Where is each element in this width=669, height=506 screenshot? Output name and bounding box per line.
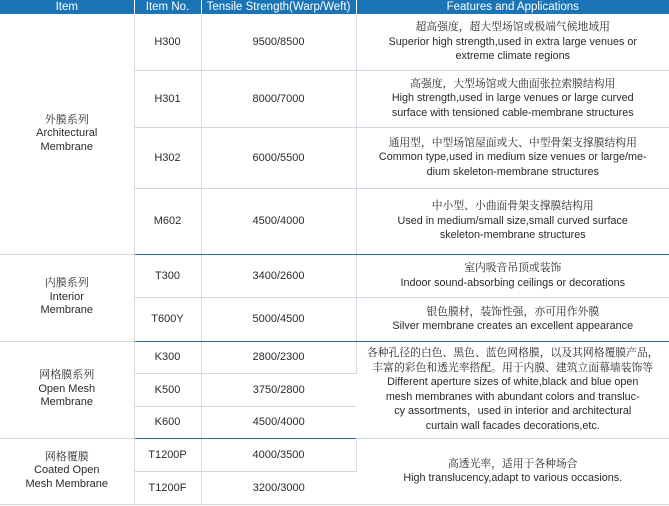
tensile-value: 9500/8500 <box>201 14 356 70</box>
features-cell: 高强度，大型场馆或大曲面张拉索膜结构用 High strength,used in large venues or large curved surface with tensioned cable-membrane structures <box>356 70 669 127</box>
header-item-no: Item No. <box>134 0 201 14</box>
item-no: M602 <box>134 188 201 254</box>
tensile-value: 4500/4000 <box>201 188 356 254</box>
item-no: K600 <box>134 406 201 438</box>
tensile-value: 5000/4500 <box>201 297 356 341</box>
table-row <box>0 254 669 297</box>
table-row <box>0 438 669 471</box>
category-coated-open-mesh: 网格覆膜 Coated Open Mesh Membrane <box>0 438 134 504</box>
header-features: Features and Applications <box>356 0 669 14</box>
features-cell: 各种孔径的白色、黑色、蓝色网格膜，以及其网格覆膜产品， 丰富的彩色和透光率搭配。用于内膜、建筑立面幕墙装饰等 Different aperture sizes of white,black and blue open mesh membranes with abundant colors and transluc- cy assortments，used in interior and architectural curtain wall facades decorations,etc. <box>356 341 669 438</box>
tensile-value: 4500/4000 <box>201 406 356 438</box>
tensile-value: 3400/2600 <box>201 254 356 297</box>
item-no: H301 <box>134 70 201 127</box>
features-cell: 高透光率，适用于各种场合 High translucency,adapt to various occasions. <box>356 438 669 504</box>
features-cell: 银色膜材，装饰性强，亦可用作外膜 Silver membrane creates an excellent appearance <box>356 297 669 341</box>
category-architectural: 外膜系列 Architectural Membrane <box>0 14 134 254</box>
category-interior: 内膜系列 Interior Membrane <box>0 254 134 341</box>
header-row <box>0 0 669 14</box>
tensile-value: 3750/2800 <box>201 373 356 406</box>
table-row <box>0 341 669 373</box>
tensile-value: 8000/7000 <box>201 70 356 127</box>
features-cell: 中小型、小曲面骨架支撑膜结构用 Used in medium/small size,small curved surface skeleton-membrane structures <box>356 188 669 254</box>
item-no: T300 <box>134 254 201 297</box>
category-open-mesh: 网格膜系列 Open Mesh Membrane <box>0 341 134 438</box>
item-no: T600Y <box>134 297 201 341</box>
item-no: H302 <box>134 127 201 188</box>
tensile-value: 3200/3000 <box>201 471 356 504</box>
item-no: T1200F <box>134 471 201 504</box>
item-no: T1200P <box>134 438 201 471</box>
tensile-value: 6000/5500 <box>201 127 356 188</box>
features-cell: 室内吸音吊顶或装饰 Indoor sound-absorbing ceilings or decorations <box>356 254 669 297</box>
table-row <box>0 14 669 70</box>
tensile-value: 2800/2300 <box>201 341 356 373</box>
header-item: Item <box>0 0 134 14</box>
item-no: K500 <box>134 373 201 406</box>
features-cell: 通用型，中型场馆屋面或大、中型骨架支撑膜结构用 Common type,used in medium size venues or large/me- dium skeleton-membrane structures <box>356 127 669 188</box>
header-tensile: Tensile Strength(Warp/Weft) <box>201 0 356 14</box>
item-no: H300 <box>134 14 201 70</box>
features-cell: 超高强度，超大型场馆或极端气候地域用 Superior high strength,used in extra large venues or extreme climate regions <box>356 14 669 70</box>
item-no: K300 <box>134 341 201 373</box>
tensile-value: 4000/3500 <box>201 438 356 471</box>
